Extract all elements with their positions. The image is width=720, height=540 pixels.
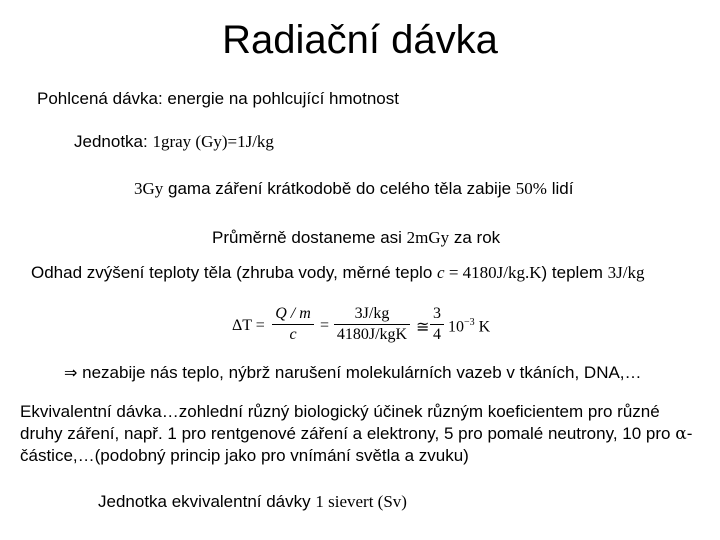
formula-base: 10 (448, 318, 464, 336)
average-dose-line (212, 228, 500, 248)
fraction-bar (334, 324, 410, 325)
lethal-dose-value: 3Gy (134, 179, 164, 198)
lethal-dose-text: gama záření krátkodobě do celého těla zabije (163, 179, 516, 198)
temperature-formula (232, 305, 491, 349)
formula-frac1-num: Q / m (275, 305, 311, 322)
equivalent-dose-text: Ekvivalentní dávka…zohlední různý biologický účinek různým koeficientem pro různé druhy záření, např. 1 pro rentgenové záření a elektrony, 5 pro pomalé neutrony, 10 pro (20, 402, 676, 443)
slide-title: Radiační dávka (222, 18, 498, 62)
absorbed-dose-text: Pohlcená dávka: energie na pohlcující hmotnost (37, 89, 399, 108)
formula-fraction-2 (334, 305, 410, 344)
sievert-line (98, 492, 407, 512)
formula-unit: K (474, 318, 491, 336)
lethal-dose-tail: lidí (546, 179, 574, 198)
average-dose-value: 2mGy (406, 228, 450, 247)
estimate-text-b: ) teplem (541, 263, 608, 282)
formula-lhs: ΔT = (232, 317, 265, 334)
equivalent-dose-tail: -částice,…(podobný princip jako pro vnímání světla a zvuku) (20, 424, 693, 465)
formula-frac2-num: 3J/kg (354, 305, 390, 322)
specific-heat-symbol: c (437, 263, 445, 282)
fraction-bar (430, 324, 444, 325)
estimate-text: Odhad zvýšení teploty těla (zhruba vody, měrné teplo (31, 263, 438, 282)
temperature-estimate-line (31, 263, 645, 283)
formula-frac3-num: 3 (433, 305, 441, 322)
formula-result (448, 317, 490, 336)
unit-line (74, 132, 274, 152)
formula-equals: = (320, 317, 330, 334)
right-arrow-icon: ⇒ (64, 363, 78, 382)
specific-heat-value: = 4180J/kg.K (444, 263, 542, 282)
unit-value: 1gray (Gy)=1J/kg (152, 132, 274, 151)
formula-frac3-den: 4 (433, 326, 441, 343)
formula-approx: ≅ (416, 319, 430, 336)
sievert-value: 1 sievert (Sv) (315, 492, 407, 511)
conclusion-text: nezabije nás teplo, nýbrž narušení molekulárních vazeb v tkáních, DNA,… (77, 363, 642, 382)
unit-label: Jednotka: (74, 132, 153, 151)
equivalent-dose-paragraph (20, 401, 700, 467)
lethal-percent: 50% (515, 179, 547, 198)
formula-exponent: −3 (464, 317, 475, 328)
fraction-bar (272, 324, 314, 325)
energy-value: 3J/kg (607, 263, 645, 282)
lethal-dose-line (134, 179, 573, 199)
alpha-icon: α (675, 424, 687, 444)
sievert-label: Jednotka ekvivalentní dávky (98, 492, 316, 511)
conclusion-line (64, 363, 642, 383)
average-dose-text: Průměrně dostaneme asi (212, 228, 407, 247)
absorbed-dose-line (37, 89, 399, 109)
formula-fraction-3 (430, 305, 444, 344)
average-dose-tail: za rok (449, 228, 501, 247)
formula-frac2-den: 4180J/kgK (336, 326, 408, 343)
formula-frac1-den: c (289, 326, 297, 343)
formula-fraction-1 (272, 305, 314, 344)
